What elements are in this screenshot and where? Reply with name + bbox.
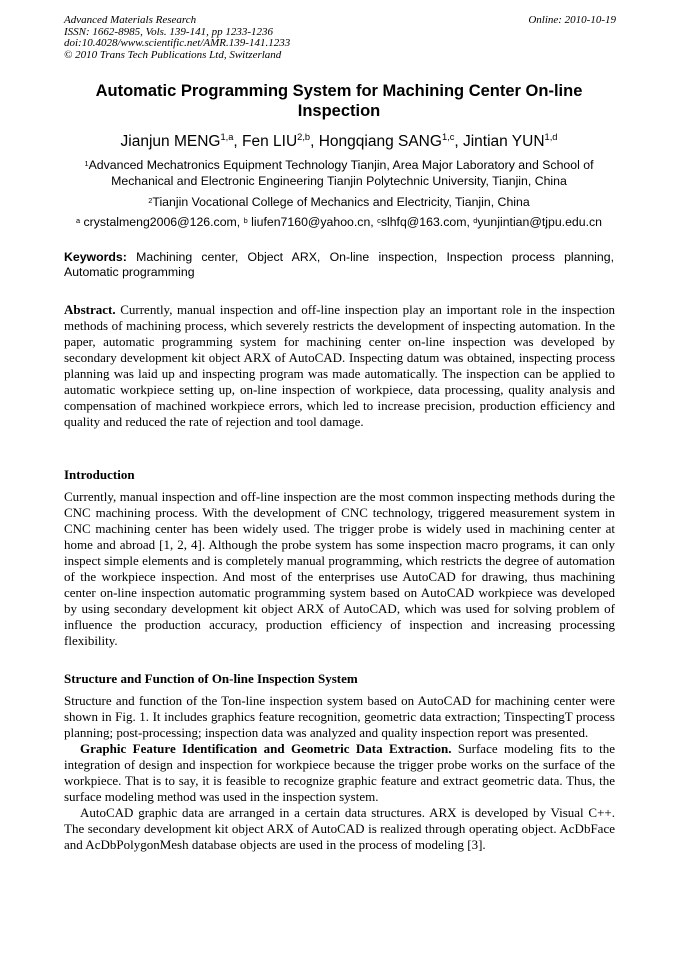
author: Jintian YUN$^{1,d}$ [462, 132, 558, 150]
paragraph: Graphic Feature Identification and Geometric Data Extraction. Surface modeling fits to the integration of design and inspection for workpiece because the trigger probe works on the surface of the workpiece. That is to say, it is feasible to recognize graphic feature and extract geometric data. Thus, the surface modeling method was used in the inspection system. [64, 741, 615, 804]
abstract: Abstract. Currently, manual inspection and off-line inspection play an important role in the inspection methods of machining process, which severely restricts the development of inspecting automation. In the paper, automatic programming system for machining center on-line inspection was developed by secondary development kit object ARX of AutoCAD. Inspecting datum was obtained, inspecting process planning was laid up and inspecting program was made automatically. The inspection can be applied to automatic workpiece setting up, on-line inspection of workpiece, data processing, quality analysis and compensation of machined workpiece errors, which led to increase precision, production efficiency and quality and reduced the rate of rejection and tool damage. [64, 302, 615, 429]
author: Hongqiang SANG$^{1,c}$, [318, 132, 463, 150]
section-heading-introduction: Introduction [64, 467, 135, 482]
author: Jianjun MENG$^{1,a}$, [120, 132, 243, 150]
affiliation-2: $^2$Tianjin Vocational College of Mechanics and Electricity, Tianjin, China [148, 195, 530, 209]
affiliation-1: $^1$Advanced Mechatronics Equipment Technology Tianjin, Area Major Laboratory and School of Mechanical and Electronic Engineering Tianjin Polytechnic University, Tianjin, China [84, 158, 594, 188]
author: Fen LIU$^{2,b}$, [242, 132, 319, 150]
author-list [64, 133, 614, 151]
copyright: © 2010 Trans Tech Publications Ltd, Switzerland [64, 48, 282, 61]
introduction-text: Currently, manual inspection and off-line inspection are the most common inspecting methods during the CNC machining process. With the development of CNC technology, triggered measurement system in CNC machining center has been widely used. The trigger probe is widely used in machining center at home and abroad [1, 2, 4]. Although the probe system has some inspection macro programs, it can only inspect simple elements and is completely manual programming, which restricts the degree of automation of the workpiece inspection. And most of the enterprises use AutoCAD for drawing, thus machining center on-line inspection automatic programming system based on AutoCAD workpiece was developed by using secondary development kit object ARX of AutoCAD, which was used for solving problem of influence the production accuracy, production efficiency of inspection and increasing processing flexibility. [64, 489, 615, 648]
keywords: Keywords: Machining center, Object ARX, On-line inspection, Inspection process planning, Automatic programming [64, 250, 614, 279]
section-heading-structure: Structure and Function of On-line Inspection System [64, 671, 358, 686]
running-header [64, 15, 616, 61]
paragraph: AutoCAD graphic data are arranged in a certain data structures. ARX is developed by Visual C++. The secondary development kit object ARX of AutoCAD is realized through operating object. AcDbFace and AcDbPolygonMesh database objects are used in the process of modeling [3]. [64, 805, 615, 852]
journal-name: Advanced Materials Research [64, 14, 197, 26]
online-date: Online: 2010-10-19 [528, 14, 616, 26]
structure-text [64, 693, 615, 853]
issn: ISSN: 1662-8985, Vols. 139-141, pp 1233-1236 [64, 25, 273, 38]
email-list: $^a$ crystalmeng2006@126.com, $^b$ liufen7160@yahoo.cn, $^c$slhfq@163.com, $^d$yunjintian@tjpu.edu.cn [75, 215, 603, 229]
paragraph: Structure and function of the Ton-line inspection system based on AutoCAD for machining center were shown in Fig. 1. It includes graphics feature recognition, geometric data extraction; TinspectingT process planning; post-processing; inspection data was analyzed and quality inspection report was presented. [64, 693, 615, 740]
paper-title: Automatic Programming System for Machining Center On-line Inspection [95, 82, 583, 120]
doi: doi:10.4028/www.scientific.net/AMR.139-141.1233 [64, 37, 291, 49]
